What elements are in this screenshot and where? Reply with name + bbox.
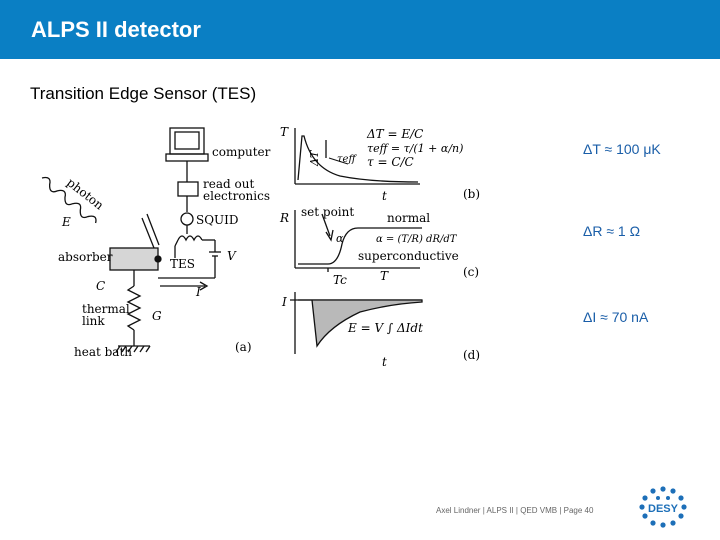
panel-d-eq: E = V ∫ ΔIdt [348,321,423,335]
value-delta-t: ΔT ≈ 100 μK [583,141,661,157]
header-bar [0,0,720,59]
panel-c-alpha: α [336,232,344,245]
panel-c-tag: (c) [463,265,480,279]
label-readout-1: read out [203,177,255,191]
label-thermal: thermal [82,302,130,316]
panel-b-eq-1: ΔT = E/C [367,127,424,141]
label-photon: photon [64,175,107,213]
panel-b-tag: (b) [463,187,481,201]
panel-c-y-label: R [280,211,290,225]
panel-c-tc-label: Tc [333,273,347,287]
logo-text: DESY [648,503,678,515]
value-delta-r: ΔR ≈ 1 Ω [583,223,641,239]
label-heat-bath: heat bath [74,345,133,359]
desy-logo [636,486,690,530]
panel-c-eq: α = (T/R) dR/dT [376,234,457,245]
label-current: I [196,285,201,299]
label-squid: SQUID [196,213,239,227]
label-conductance: G [152,309,162,323]
value-delta-i: ΔI ≈ 70 nA [583,309,649,325]
panel-b-tau-label: τeff [337,154,356,165]
absorber-block [110,248,158,270]
panel-d-x-label: t [382,355,387,369]
label-computer: computer [212,145,271,159]
panel-b-dt-label: ΔT [308,150,321,166]
tes-figure [30,118,490,373]
panel-c-superconductive: superconductive [358,249,459,263]
label-panel-a: (a) [235,340,252,354]
label-energy: E [62,215,71,229]
slide-title: ALPS II detector [31,17,201,42]
panel-c-setpoint: set point [301,205,355,219]
label-voltage: V [227,249,236,263]
label-tes: TES [170,257,195,271]
readout-box [178,182,198,196]
tes-schematic [30,118,490,373]
slide-footer: Axel Lindner | ALPS II | QED VMB | Page 40 [436,506,594,515]
label-readout-2: electronics [203,189,270,203]
squid-icon [181,213,193,225]
label-link: link [82,314,105,328]
panel-d-y-label: I [282,295,287,309]
panel-d-tag: (d) [463,348,481,362]
label-heat-capacity: C [96,279,106,293]
slide-subtitle: Transition Edge Sensor (TES) [30,84,257,103]
panel-b-eq-2: τeff = τ/(1 + α/n) [367,142,464,155]
panel-b-x-label: t [382,189,387,203]
label-absorber: absorber [58,250,113,264]
panel-b-y-label: T [280,125,289,139]
panel-c-normal: normal [387,211,431,225]
panel-c-x-label: T [380,269,389,283]
panel-b-eq-3: τ = C/C [367,155,414,169]
